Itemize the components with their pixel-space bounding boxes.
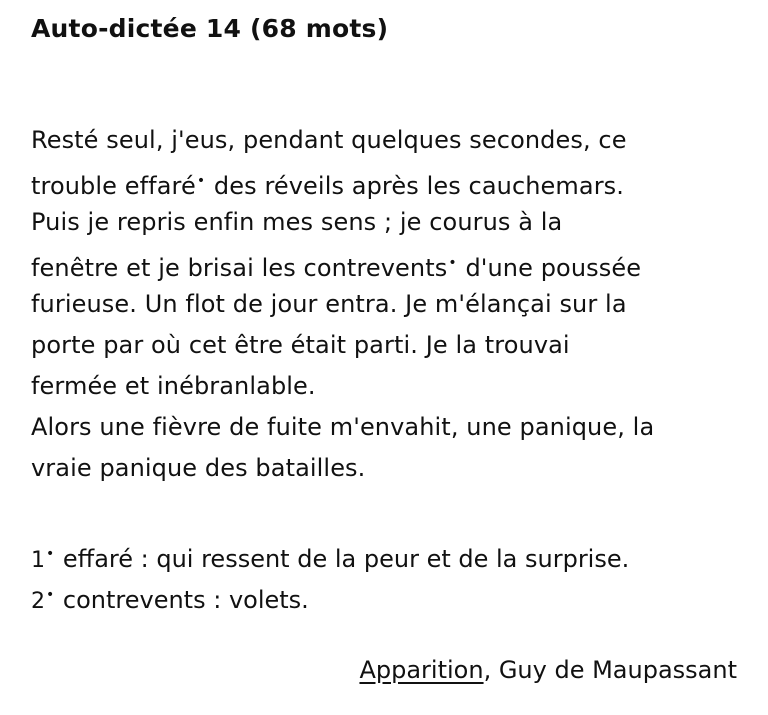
text-line-content: Resté seul, j'eus, pendant quelques secondes, ce — [31, 126, 627, 154]
text-line-content: d'une poussée — [457, 254, 642, 282]
source-citation — [359, 656, 737, 684]
text-line-content: fenêtre et je brisai les contrevents — [31, 254, 448, 282]
text-line-content: des réveils après les cauchemars. — [206, 172, 625, 200]
footnote-marker: • — [448, 255, 457, 271]
text-line — [31, 407, 741, 448]
work-title: Apparition — [359, 656, 484, 684]
footnotes — [31, 534, 741, 616]
text-line-content: trouble effaré — [31, 172, 196, 200]
text-line-content: Puis je repris enfin mes sens ; je courus à la — [31, 208, 563, 236]
footnote-marker: • — [46, 587, 55, 603]
text-line-content: Alors une fièvre de fuite m'envahit, une panique, la — [31, 413, 655, 441]
text-line-content: porte par où cet être était parti. Je la trouvai — [31, 331, 570, 359]
text-line-content: vraie panique des batailles. — [31, 454, 366, 482]
page-title: Auto-dictée 14 (68 mots) — [31, 14, 389, 43]
text-line — [31, 448, 741, 489]
footnote-marker: • — [196, 173, 206, 189]
text-line — [31, 325, 741, 366]
text-line — [31, 284, 741, 325]
text-line-content: furieuse. Un flot de jour entra. Je m'élançai sur la — [31, 290, 627, 318]
text-line — [31, 243, 741, 284]
footnote-marker: • — [46, 546, 55, 562]
text-line — [31, 202, 741, 243]
footnote — [31, 575, 741, 616]
text-line — [31, 366, 741, 407]
footnote-number: 1 — [31, 548, 45, 573]
footnote-text: effaré : qui ressent de la peur et de la surprise. — [55, 545, 630, 573]
author-name: , Guy de Maupassant — [483, 656, 737, 684]
footnote-text: contrevents : volets. — [55, 586, 309, 614]
footnote — [31, 534, 741, 575]
text-line-content: fermée et inébranlable. — [31, 372, 316, 400]
text-line — [31, 120, 741, 161]
dictation-text — [31, 120, 741, 489]
text-line — [31, 161, 741, 202]
footnote-number: 2 — [31, 589, 45, 614]
